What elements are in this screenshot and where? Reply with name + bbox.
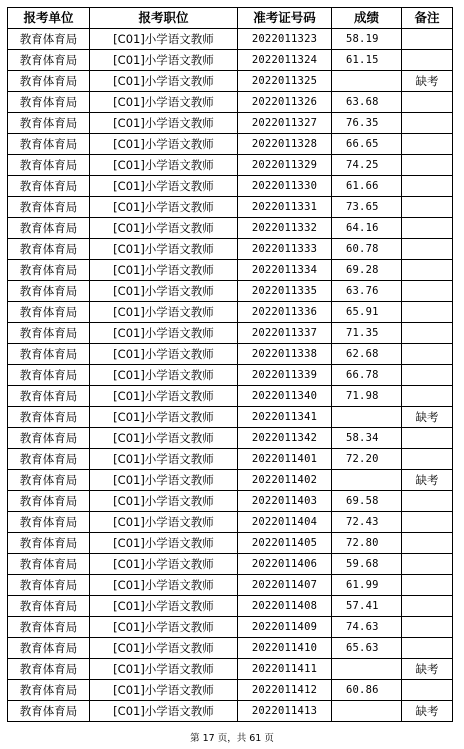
cell-score: 66.78 (332, 365, 402, 386)
cell-score: 71.35 (332, 323, 402, 344)
cell-remark (402, 533, 453, 554)
cell-score: 64.16 (332, 218, 402, 239)
table-row (8, 512, 453, 533)
table-row (8, 113, 453, 134)
table-body (8, 29, 453, 722)
cell-remark (402, 680, 453, 701)
cell-remark (402, 29, 453, 50)
cell-unit: 教育体育局 (8, 29, 90, 50)
cell-remark (402, 638, 453, 659)
cell-score (332, 659, 402, 680)
cell-score: 65.91 (332, 302, 402, 323)
table-row (8, 680, 453, 701)
cell-score: 69.28 (332, 260, 402, 281)
cell-remark (402, 344, 453, 365)
cell-remark (402, 302, 453, 323)
cell-remark (402, 239, 453, 260)
table-row (8, 344, 453, 365)
cell-position: [C01]小学语文教师 (90, 134, 238, 155)
cell-remark (402, 113, 453, 134)
cell-remark (402, 134, 453, 155)
cell-unit: 教育体育局 (8, 512, 90, 533)
cell-ticket-number: 2022011339 (238, 365, 332, 386)
cell-ticket-number: 2022011328 (238, 134, 332, 155)
header-row (8, 8, 453, 29)
cell-unit: 教育体育局 (8, 386, 90, 407)
cell-unit: 教育体育局 (8, 470, 90, 491)
cell-score: 59.68 (332, 554, 402, 575)
table-row (8, 575, 453, 596)
cell-ticket-number: 2022011409 (238, 617, 332, 638)
cell-position: [C01]小学语文教师 (90, 302, 238, 323)
cell-remark: 缺考 (402, 71, 453, 92)
cell-ticket-number: 2022011332 (238, 218, 332, 239)
cell-position: [C01]小学语文教师 (90, 29, 238, 50)
cell-remark (402, 428, 453, 449)
header-remark: 备注 (402, 8, 453, 29)
cell-unit: 教育体育局 (8, 113, 90, 134)
cell-ticket-number: 2022011342 (238, 428, 332, 449)
table-row (8, 239, 453, 260)
cell-ticket-number: 2022011331 (238, 197, 332, 218)
cell-unit: 教育体育局 (8, 239, 90, 260)
cell-position: [C01]小学语文教师 (90, 659, 238, 680)
cell-ticket-number: 2022011338 (238, 344, 332, 365)
cell-score: 69.58 (332, 491, 402, 512)
header-unit: 报考单位 (8, 8, 90, 29)
cell-unit: 教育体育局 (8, 701, 90, 722)
cell-remark (402, 365, 453, 386)
cell-position: [C01]小学语文教师 (90, 155, 238, 176)
cell-score: 60.86 (332, 680, 402, 701)
cell-remark (402, 491, 453, 512)
cell-ticket-number: 2022011337 (238, 323, 332, 344)
cell-ticket-number: 2022011411 (238, 659, 332, 680)
cell-unit: 教育体育局 (8, 71, 90, 92)
cell-position: [C01]小学语文教师 (90, 449, 238, 470)
cell-score: 61.66 (332, 176, 402, 197)
cell-unit: 教育体育局 (8, 281, 90, 302)
cell-ticket-number: 2022011334 (238, 260, 332, 281)
cell-position: [C01]小学语文教师 (90, 239, 238, 260)
cell-ticket-number: 2022011406 (238, 554, 332, 575)
cell-remark (402, 260, 453, 281)
cell-score: 74.25 (332, 155, 402, 176)
cell-score (332, 470, 402, 491)
cell-position: [C01]小学语文教师 (90, 281, 238, 302)
cell-unit: 教育体育局 (8, 638, 90, 659)
cell-remark (402, 92, 453, 113)
cell-score: 72.80 (332, 533, 402, 554)
cell-remark (402, 512, 453, 533)
table-row (8, 302, 453, 323)
cell-score: 63.68 (332, 92, 402, 113)
page-footer: 第 17 页，共 61 页 (190, 733, 274, 744)
cell-ticket-number: 2022011336 (238, 302, 332, 323)
table-row (8, 281, 453, 302)
cell-unit: 教育体育局 (8, 407, 90, 428)
cell-remark (402, 596, 453, 617)
header-position: 报考职位 (90, 8, 238, 29)
cell-score (332, 701, 402, 722)
cell-unit: 教育体育局 (8, 197, 90, 218)
table-row (8, 554, 453, 575)
table-row (8, 29, 453, 50)
table-row (8, 638, 453, 659)
cell-score: 60.78 (332, 239, 402, 260)
cell-position: [C01]小学语文教师 (90, 407, 238, 428)
cell-position: [C01]小学语文教师 (90, 428, 238, 449)
cell-position: [C01]小学语文教师 (90, 71, 238, 92)
cell-remark (402, 176, 453, 197)
cell-remark: 缺考 (402, 659, 453, 680)
cell-score: 76.35 (332, 113, 402, 134)
cell-score: 62.68 (332, 344, 402, 365)
cell-score: 74.63 (332, 617, 402, 638)
cell-position: [C01]小学语文教师 (90, 701, 238, 722)
cell-unit: 教育体育局 (8, 92, 90, 113)
cell-remark (402, 554, 453, 575)
cell-unit: 教育体育局 (8, 533, 90, 554)
cell-unit: 教育体育局 (8, 659, 90, 680)
cell-ticket-number: 2022011410 (238, 638, 332, 659)
cell-ticket-number: 2022011324 (238, 50, 332, 71)
table-row (8, 71, 453, 92)
cell-score: 66.65 (332, 134, 402, 155)
cell-remark (402, 218, 453, 239)
cell-position: [C01]小学语文教师 (90, 260, 238, 281)
cell-unit: 教育体育局 (8, 155, 90, 176)
cell-remark: 缺考 (402, 407, 453, 428)
cell-remark (402, 449, 453, 470)
cell-remark (402, 197, 453, 218)
cell-position: [C01]小学语文教师 (90, 197, 238, 218)
cell-position: [C01]小学语文教师 (90, 554, 238, 575)
cell-unit: 教育体育局 (8, 344, 90, 365)
cell-remark (402, 50, 453, 71)
cell-ticket-number: 2022011407 (238, 575, 332, 596)
cell-score: 58.34 (332, 428, 402, 449)
cell-unit: 教育体育局 (8, 50, 90, 71)
cell-position: [C01]小学语文教师 (90, 218, 238, 239)
cell-score: 61.99 (332, 575, 402, 596)
cell-position: [C01]小学语文教师 (90, 365, 238, 386)
cell-ticket-number: 2022011404 (238, 512, 332, 533)
cell-score: 72.20 (332, 449, 402, 470)
cell-remark: 缺考 (402, 470, 453, 491)
table-row (8, 449, 453, 470)
cell-ticket-number: 2022011323 (238, 29, 332, 50)
cell-ticket-number: 2022011333 (238, 239, 332, 260)
cell-position: [C01]小学语文教师 (90, 92, 238, 113)
cell-ticket-number: 2022011330 (238, 176, 332, 197)
header-ticket-number: 准考证号码 (238, 8, 332, 29)
cell-unit: 教育体育局 (8, 302, 90, 323)
cell-ticket-number: 2022011329 (238, 155, 332, 176)
cell-unit: 教育体育局 (8, 176, 90, 197)
table-row (8, 533, 453, 554)
cell-ticket-number: 2022011335 (238, 281, 332, 302)
cell-score (332, 71, 402, 92)
cell-ticket-number: 2022011401 (238, 449, 332, 470)
cell-position: [C01]小学语文教师 (90, 113, 238, 134)
score-table (7, 7, 453, 722)
table-row (8, 92, 453, 113)
cell-ticket-number: 2022011412 (238, 680, 332, 701)
cell-score: 65.63 (332, 638, 402, 659)
cell-unit: 教育体育局 (8, 218, 90, 239)
cell-unit: 教育体育局 (8, 575, 90, 596)
table-row (8, 386, 453, 407)
cell-position: [C01]小学语文教师 (90, 596, 238, 617)
cell-ticket-number: 2022011327 (238, 113, 332, 134)
cell-position: [C01]小学语文教师 (90, 512, 238, 533)
table-row (8, 134, 453, 155)
table-row (8, 428, 453, 449)
table-row (8, 701, 453, 722)
cell-remark (402, 155, 453, 176)
cell-score: 72.43 (332, 512, 402, 533)
table-header (8, 8, 453, 29)
cell-ticket-number: 2022011325 (238, 71, 332, 92)
cell-score: 57.41 (332, 596, 402, 617)
cell-position: [C01]小学语文教师 (90, 470, 238, 491)
cell-score: 73.65 (332, 197, 402, 218)
cell-position: [C01]小学语文教师 (90, 575, 238, 596)
cell-unit: 教育体育局 (8, 428, 90, 449)
cell-position: [C01]小学语文教师 (90, 617, 238, 638)
table-row (8, 491, 453, 512)
table-row (8, 365, 453, 386)
cell-position: [C01]小学语文教师 (90, 50, 238, 71)
cell-remark (402, 281, 453, 302)
cell-remark: 缺考 (402, 701, 453, 722)
table-row (8, 50, 453, 71)
cell-position: [C01]小学语文教师 (90, 491, 238, 512)
cell-unit: 教育体育局 (8, 617, 90, 638)
cell-unit: 教育体育局 (8, 134, 90, 155)
cell-remark (402, 617, 453, 638)
cell-unit: 教育体育局 (8, 491, 90, 512)
cell-score: 63.76 (332, 281, 402, 302)
cell-unit: 教育体育局 (8, 365, 90, 386)
table-row (8, 596, 453, 617)
cell-unit: 教育体育局 (8, 449, 90, 470)
cell-unit: 教育体育局 (8, 680, 90, 701)
cell-ticket-number: 2022011402 (238, 470, 332, 491)
cell-score: 58.19 (332, 29, 402, 50)
cell-position: [C01]小学语文教师 (90, 680, 238, 701)
cell-ticket-number: 2022011340 (238, 386, 332, 407)
cell-position: [C01]小学语文教师 (90, 386, 238, 407)
cell-score: 71.98 (332, 386, 402, 407)
cell-position: [C01]小学语文教师 (90, 176, 238, 197)
table-row (8, 260, 453, 281)
cell-remark (402, 575, 453, 596)
header-score: 成绩 (332, 8, 402, 29)
table-row (8, 218, 453, 239)
cell-ticket-number: 2022011326 (238, 92, 332, 113)
cell-score (332, 407, 402, 428)
cell-ticket-number: 2022011403 (238, 491, 332, 512)
table-row (8, 617, 453, 638)
cell-position: [C01]小学语文教师 (90, 638, 238, 659)
cell-unit: 教育体育局 (8, 554, 90, 575)
cell-ticket-number: 2022011413 (238, 701, 332, 722)
cell-ticket-number: 2022011341 (238, 407, 332, 428)
cell-position: [C01]小学语文教师 (90, 533, 238, 554)
cell-remark (402, 323, 453, 344)
table-row (8, 323, 453, 344)
cell-remark (402, 386, 453, 407)
cell-unit: 教育体育局 (8, 260, 90, 281)
cell-ticket-number: 2022011408 (238, 596, 332, 617)
cell-score: 61.15 (332, 50, 402, 71)
table-row (8, 155, 453, 176)
cell-ticket-number: 2022011405 (238, 533, 332, 554)
cell-position: [C01]小学语文教师 (90, 344, 238, 365)
table-row (8, 176, 453, 197)
table-row (8, 470, 453, 491)
table-row (8, 659, 453, 680)
table-row (8, 197, 453, 218)
table-row (8, 407, 453, 428)
cell-position: [C01]小学语文教师 (90, 323, 238, 344)
cell-unit: 教育体育局 (8, 323, 90, 344)
cell-unit: 教育体育局 (8, 596, 90, 617)
